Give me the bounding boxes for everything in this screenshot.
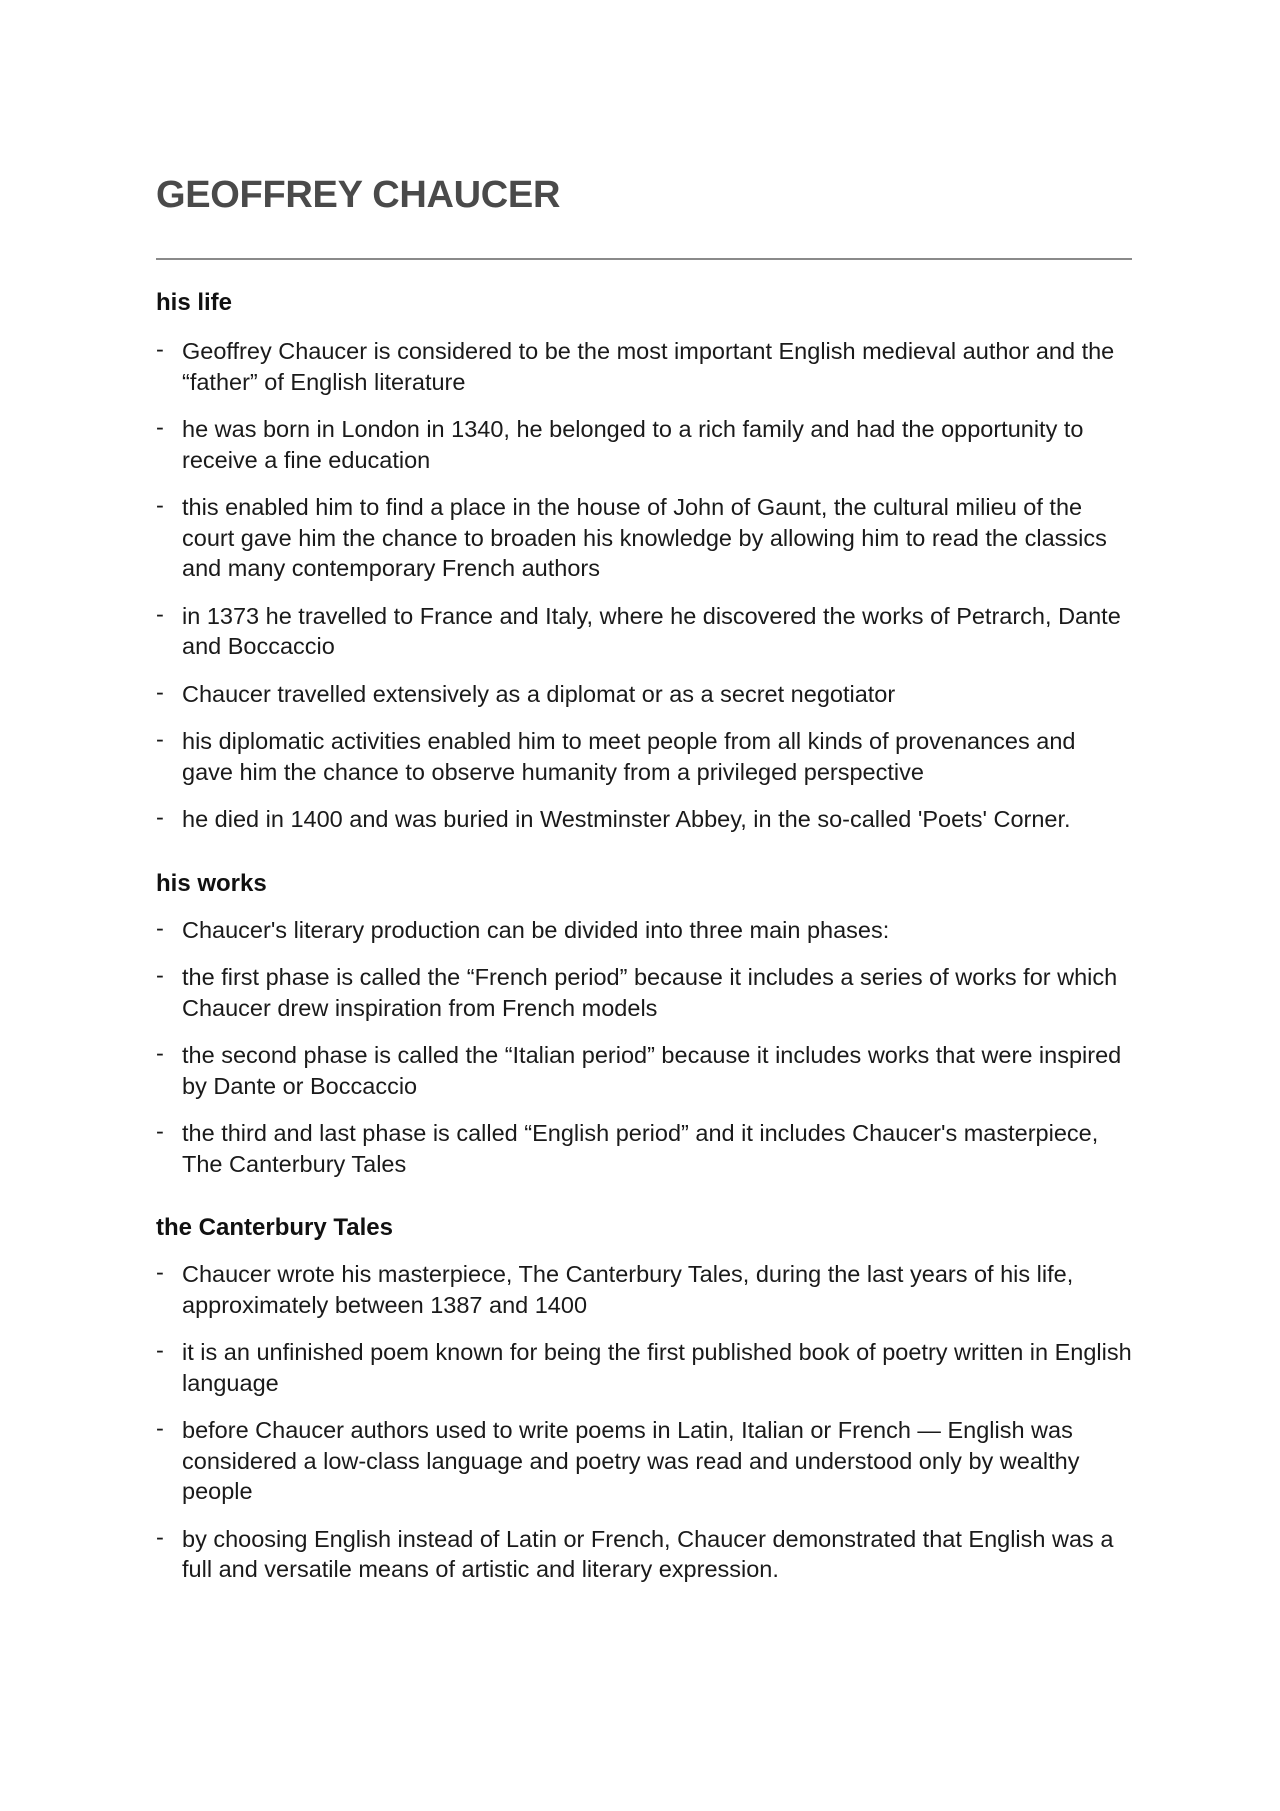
list-item (156, 726, 1132, 787)
list-item-text: Geoffrey Chaucer is considered to be the most important English medieval author and the “father” of English literature (182, 338, 1115, 395)
list-item-text: Chaucer wrote his masterpiece, The Canterbury Tales, during the last years of his life, approximately between 1387 and 1400 (182, 1261, 1074, 1318)
list-item (156, 1118, 1132, 1179)
dash-bullet-icon: - (156, 726, 164, 752)
list-item (156, 1524, 1132, 1585)
page-title: GEOFFREY CHAUCER (156, 174, 561, 216)
list-item-text: before Chaucer authors used to write poems in Latin, Italian or French — English was considered a low-class language and poetry was read and understood only by wealthy people (182, 1417, 1080, 1504)
list-item (156, 414, 1132, 475)
life-bullet-list (156, 336, 1132, 835)
dash-bullet-icon: - (156, 1040, 164, 1066)
list-item-text: the second phase is called the “Italian period” because it includes works that were inspired by Dante or Boccaccio (182, 1042, 1122, 1099)
dash-bullet-icon: - (156, 1523, 164, 1550)
list-item-text: Chaucer's literary production can be divided into three main phases: (182, 916, 890, 943)
dash-bullet-icon: - (156, 1337, 164, 1363)
list-item-text: this enabled him to find a place in the house of John of Gaunt, the cultural milieu of the court gave him the chance to broaden his knowledge by allowing him to read the classics and many contemporary French authors (182, 494, 1107, 581)
list-item-text: Chaucer travelled extensively as a diplomat or as a secret negotiator (182, 680, 896, 707)
dash-bullet-icon: - (156, 1259, 164, 1285)
list-item-text: the first phase is called the “French period” because it includes a series of works for which Chaucer drew inspiration from French models (182, 964, 1118, 1021)
canterbury-bullet-list (156, 1259, 1132, 1585)
dash-bullet-icon: - (156, 492, 164, 518)
dash-bullet-icon: - (156, 336, 164, 362)
list-item-text: by choosing English instead of Latin or French, Chaucer demonstrated that English was a full and versatile means of artistic and literary expression. (182, 1525, 1114, 1582)
dash-bullet-icon: - (156, 678, 164, 705)
list-item (156, 1415, 1132, 1507)
list-item (156, 915, 1132, 946)
works-bullet-list (156, 915, 1132, 1180)
dash-bullet-icon: - (156, 414, 164, 440)
list-item-text: he died in 1400 and was buried in Westminster Abbey, in the so-called 'Poets' Corner. (182, 806, 1071, 832)
title-divider (156, 258, 1132, 260)
list-item-text: in 1373 he travelled to France and Italy, where he discovered the works of Petrarch, Dante and Boccaccio (182, 602, 1121, 659)
list-item-text: his diplomatic activities enabled him to meet people from all kinds of provenances and gave him the chance to observe humanity from a privileged perspective (182, 728, 1076, 785)
section-heading-his-life: his life (156, 289, 233, 316)
document-page (156, 172, 1132, 1585)
list-item (156, 336, 1132, 397)
list-item (156, 492, 1132, 584)
list-item (156, 962, 1132, 1023)
list-item (156, 804, 1132, 835)
list-item-text: the third and last phase is called “English period” and it includes Chaucer's masterpiece, The Canterbury Tales (182, 1120, 1099, 1177)
section-heading-canterbury-tales: the Canterbury Tales (156, 1214, 393, 1241)
list-item (156, 1259, 1132, 1320)
dash-bullet-icon: - (156, 914, 164, 941)
list-item (156, 1337, 1132, 1398)
dash-bullet-icon: - (156, 962, 164, 988)
dash-bullet-icon: - (156, 804, 164, 830)
dash-bullet-icon: - (156, 600, 164, 627)
section-heading-his-works: his works (156, 869, 267, 897)
list-item (156, 601, 1132, 662)
dash-bullet-icon: - (156, 1118, 164, 1144)
list-item (156, 1040, 1132, 1101)
list-item-text: it is an unfinished poem known for being the first published book of poetry written in English language (182, 1339, 1132, 1396)
dash-bullet-icon: - (156, 1415, 164, 1441)
list-item-text: he was born in London in 1340, he belonged to a rich family and had the opportunity to receive a fine education (182, 416, 1084, 473)
list-item (156, 679, 1132, 710)
